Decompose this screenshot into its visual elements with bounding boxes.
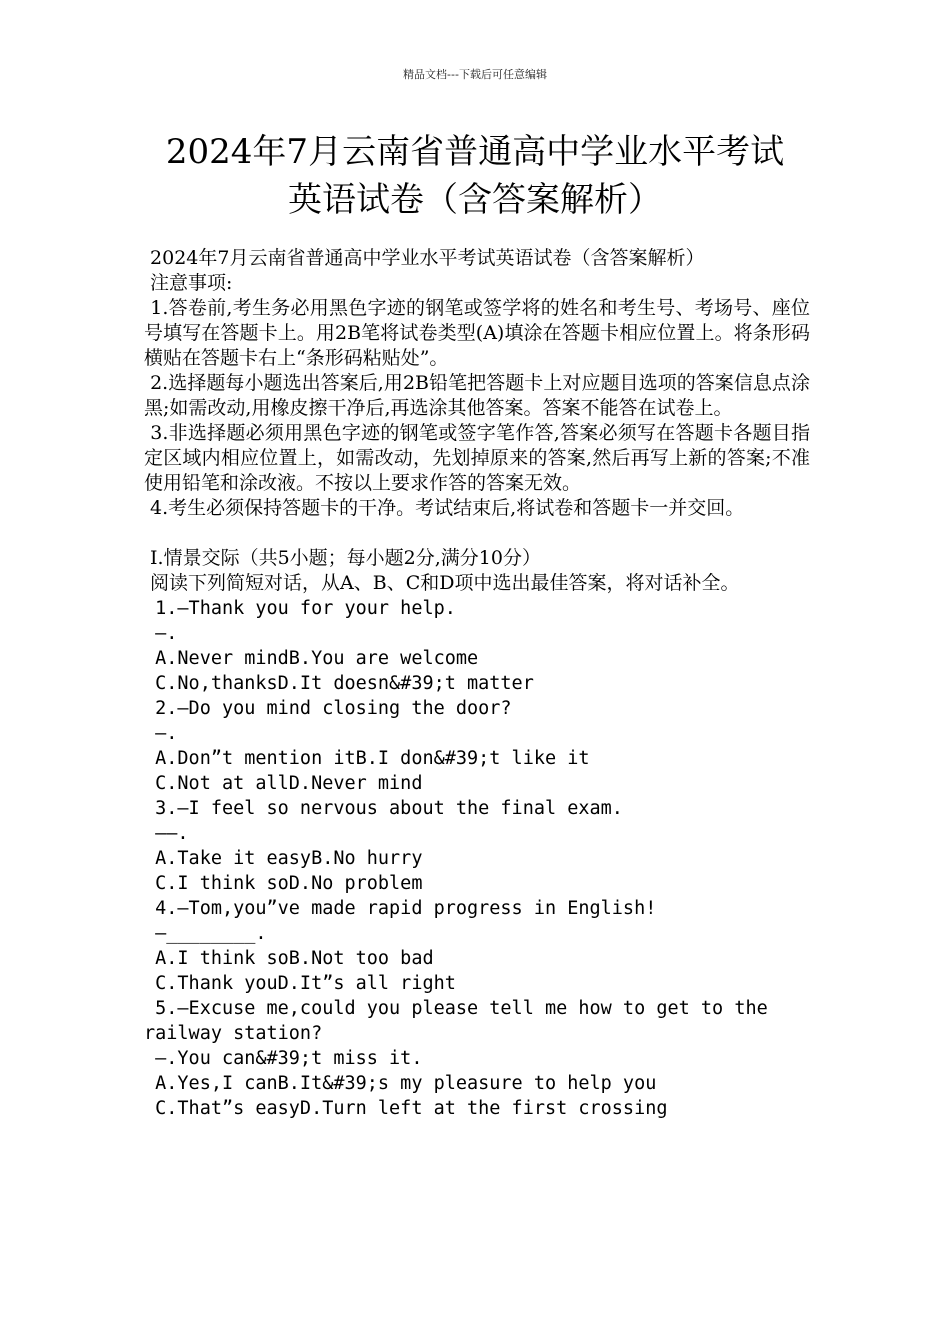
question-reply: ——.	[144, 823, 189, 844]
options-cd: C.That”s easyD.Turn left at the first crossing	[144, 1098, 668, 1119]
options-ab: A.Take it easyB.No hurry	[144, 848, 423, 869]
options-cd: C.Thank youD.It”s all right	[144, 973, 456, 994]
question-4	[144, 896, 810, 996]
options-ab: A.Don”t mention itB.I don&#39;t like it	[144, 748, 590, 769]
question-5	[144, 996, 810, 1121]
question-prompt: 3.—I feel so nervous about the final exam.	[144, 798, 623, 819]
notice-item-2: 2.选择题每小题选出答案后,用2B铅笔把答题卡上对应题目选项的答案信息点涂黑;如需改动,用橡皮擦干净后,再选涂其他答案。答案不能答在试卷上。	[144, 372, 810, 419]
question-prompt: 4.—Tom,you”ve made rapid progress in English!	[144, 898, 657, 919]
options-ab: A.I think soB.Not too bad	[144, 948, 434, 969]
question-prompt: 2.—Do you mind closing the door?	[144, 698, 512, 719]
section-instruction: 阅读下列简短对话，从A、B、C和D项中选出最佳答案，将对话补全。	[144, 572, 740, 594]
question-3	[144, 796, 810, 896]
question-1	[144, 596, 810, 696]
options-cd: C.I think soD.No problem	[144, 873, 423, 894]
options-cd: C.No,thanksD.It doesn&#39;t matter	[144, 673, 534, 694]
section-heading: I.情景交际（共5小题；每小题2分,满分10分）	[144, 547, 541, 569]
spacer	[144, 521, 810, 546]
question-reply: —________.	[144, 923, 267, 944]
document-body	[144, 246, 810, 1121]
options-ab: A.Yes,I canB.It&#39;s my pleasure to help you	[144, 1073, 657, 1094]
document-title: 2024年7月云南省普通高中学业水平考试	[165, 132, 785, 172]
notice-item-4: 4.考生必须保持答题卡的干净。考试结束后,将试卷和答题卡一并交回。	[144, 497, 745, 519]
notice-item-3: 3.非选择题必须用黑色字迹的钢笔或签字笔作答,答案必须写在答题卡各题目指定区域内相应位置上，如需改动，先划掉原来的答案,然后再写上新的答案;不准使用铅笔和涂改液。不按以上要求作答的答案无效。	[144, 422, 810, 494]
notice-heading: 注意事项:	[144, 272, 233, 294]
question-reply: —.You can&#39;t miss it.	[144, 1048, 423, 1069]
notice-item-1: 1.答卷前,考生务必用黑色字迹的钢笔或签学将的姓名和考生号、考场号、座位号填写在答题卡上。用2B笔将试卷类型(A)填涂在答题卡相应位置上。将条形码横贴在答题卡右上“条形码粘贴处”。	[144, 297, 810, 369]
question-2	[144, 696, 810, 796]
subtitle: 2024年7月云南省普通高中学业水平考试英语试卷（含答案解析）	[144, 247, 705, 269]
question-prompt: 5.—Excuse me,could you please tell me how to get to the railway station?	[144, 998, 779, 1044]
document-title-line2: 英语试卷（含答案解析）	[288, 180, 662, 220]
question-prompt: 1.—Thank you for your help.	[144, 598, 456, 619]
question-reply: —.	[144, 723, 178, 744]
options-ab: A.Never mindB.You are welcome	[144, 648, 479, 669]
options-cd: C.Not at allD.Never mind	[144, 773, 423, 794]
header-note: 精品文档---下载后可任意编辑	[403, 68, 547, 81]
question-reply: —.	[144, 623, 178, 644]
